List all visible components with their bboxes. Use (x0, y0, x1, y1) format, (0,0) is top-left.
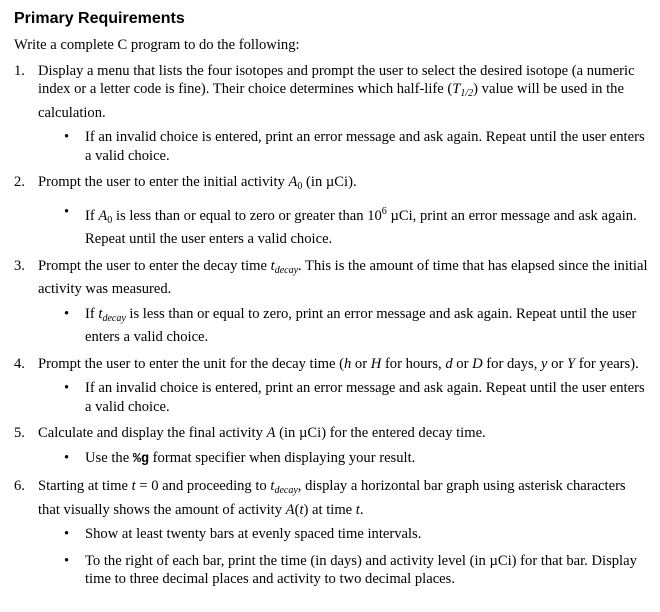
requirement-1-bullet-1 (14, 128, 650, 165)
requirement-6-bullet-2 (14, 552, 650, 589)
bullet-icon: • (64, 305, 70, 322)
bullet-text: If $A_0$ is less than or equal to zero or greater than $10^6$ µCi, print an error message and ask again. Repeat until the user enters a valid choice. (85, 205, 637, 247)
requirement-2 (14, 173, 650, 197)
requirement-5 (14, 424, 650, 443)
bullet-icon: • (64, 526, 70, 542)
document-page (14, 8, 650, 597)
requirement-text: Prompt the user to enter the unit for the decay time (h or H for hours, d or D for days, y or Y for years). (38, 355, 639, 372)
requirement-number: 2. (14, 174, 25, 190)
requirement-text: Prompt the user to enter the initial activity $A_0$ (in µCi). (38, 174, 357, 192)
bullet-text: Show at least twenty bars at evenly spaced time intervals. (85, 526, 422, 542)
bullet-text: Use the %g format specifier when displaying your result. (85, 449, 416, 467)
bullet-text: If $t_{decay}$ is less than or equal to zero, print an error message and ask again. Repeat until the user enters a valid choice. (85, 305, 637, 345)
requirement-number: 4. (14, 355, 25, 372)
requirement-6 (14, 477, 650, 519)
requirement-4 (14, 355, 650, 374)
requirement-5-bullet-1 (14, 449, 650, 470)
bullet-icon: • (64, 129, 70, 145)
requirement-6-bullet-1 (14, 525, 650, 544)
requirement-number: 1. (14, 62, 25, 79)
requirement-number: 6. (14, 478, 25, 494)
requirement-number: 3. (14, 257, 25, 274)
requirement-1 (14, 62, 650, 123)
bullet-icon: • (64, 552, 70, 569)
bullet-text: If an invalid choice is entered, print an error message and ask again. Repeat until the user enters a valid choice. (85, 380, 645, 415)
requirement-3 (14, 257, 650, 299)
requirement-number: 5. (14, 425, 25, 441)
requirement-4-bullet-1 (14, 379, 650, 416)
requirement-text: Calculate and display the final activity A (in µCi) for the entered decay time. (38, 425, 486, 441)
intro-paragraph: Write a complete C program to do the following: (14, 37, 300, 53)
requirement-2-bullet-1 (14, 203, 650, 249)
bullet-text: To the right of each bar, print the time (in days) and activity level (in µCi) for that bar. Display time to three decimal places and activity to two decimal places. (85, 552, 637, 587)
bullet-icon: • (64, 449, 70, 466)
bullet-text: If an invalid choice is entered, print an error message and ask again. Repeat until the user enters a valid choice. (85, 129, 645, 164)
requirement-text: Prompt the user to enter the decay time $t_{decay}$. This is the amount of time that has elapsed since the initial activity was measured. (38, 257, 648, 297)
requirement-text: Starting at time t = 0 and proceeding to $t_{decay}$, display a horizontal bar graph using asterisk characters that visually shows the amount of activity A(t) at time t. (38, 478, 626, 518)
requirement-3-bullet-1 (14, 305, 650, 347)
requirement-text: Display a menu that lists the four isotopes and prompt the user to select the desired isotope (a numeric index or a letter code is fine). Their choice determines which half-life $(T_{1/2})$ value will be used in the calculation. (38, 62, 635, 121)
section-heading: Primary Requirements (14, 10, 185, 27)
bullet-icon: • (64, 380, 70, 396)
bullet-icon: • (64, 203, 70, 220)
